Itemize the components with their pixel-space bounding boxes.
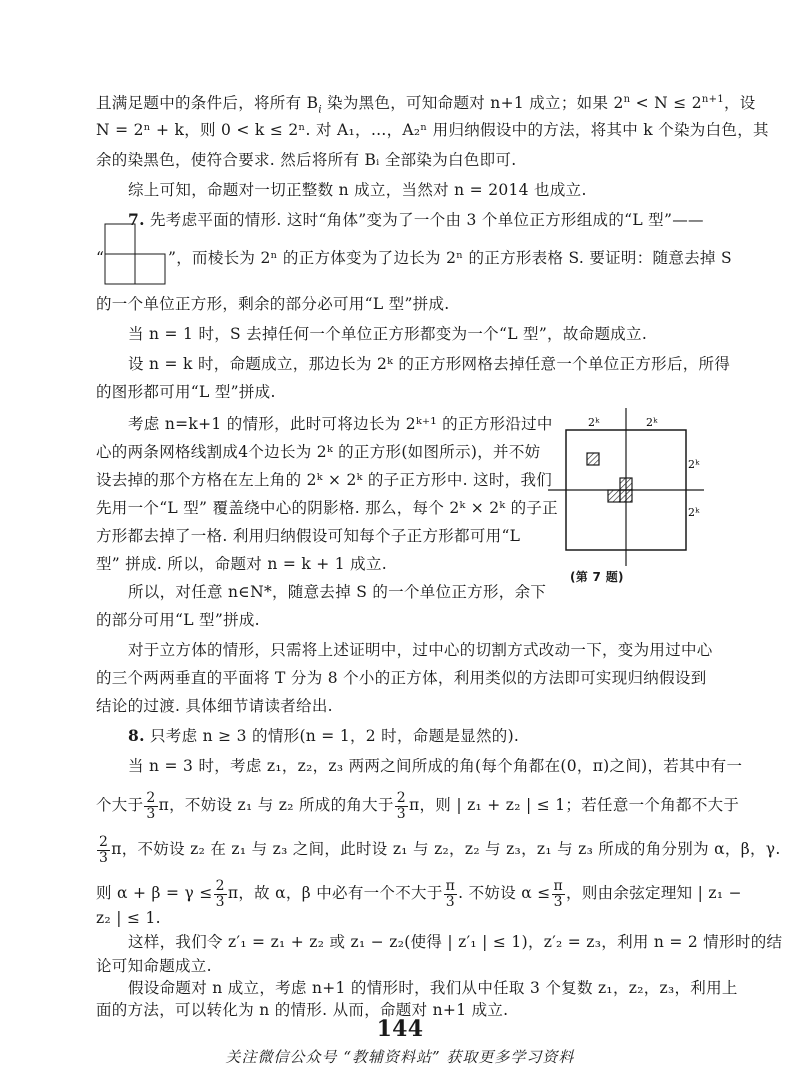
text-line: 面的方法，可以转化为 n 的情形. 从而，命题对 n+1 成立. [96,1001,509,1019]
text-line: 的图形都可用“L 型”拼成. [96,383,276,401]
text-line: z₂ | ≤ 1. [96,909,161,927]
text-line: 的一个单位正方形，剩余的部分必可用“L 型”拼成. [96,295,450,313]
problem-7-intro: 7. 先考虑平面的情形. 这时“角体”变为了一个由 3 个单位正方形组成的“L 型”—— [128,210,704,229]
center-cell [608,490,620,502]
text-line: ”，而棱长为 2ⁿ 的正方体变为了边长为 2ⁿ 的正方形表格 S. 要证明：随意去掉 S [168,249,732,267]
page-number: 144 [376,1016,424,1042]
center-cell [620,478,632,490]
watermark: 关注微信公众号 “教辅资料站” 获取更多学习资料 [225,1048,575,1066]
fraction: $\frac{2}{3}$ [146,789,156,822]
text-line: 考虑 n=k+1 的情形，此时可将边长为 2ᵏ⁺¹ 的正方形沿过中 [128,415,553,433]
text-line: 的部分可用“L 型”拼成. [96,611,260,629]
figure-7-grid [548,408,708,568]
text-line: 先用一个“L 型” 覆盖绕中心的阴影格. 那么，每个 2ᵏ × 2ᵏ 的子正 [96,499,558,517]
text-line: 论可知命题成立. [96,957,212,975]
fraction: $\frac{2}{3}$ [396,789,406,822]
text-line: 这样，我们令 z′₁ = z₁ + z₂ 或 z₁ − z₂(使得 | z′₁ | ≤ 1)，z′₂ = z₃，利用 n = 2 情形时的结 [128,933,783,951]
text-line: 个大于 $\frac{2}{3}$ π，不妨设 z₁ 与 z₂ 所成的角大于 $\frac{2}{3}$ π，则 | z₁ + z₂ | ≤ 1；若任意一个角都不大于 [96,789,740,822]
text-line: 所以，对任意 n∈N*，随意去掉 S 的一个单位正方形，余下 [128,583,547,601]
fraction: $\frac{\pi}{3}$ [445,877,456,910]
figure-label: 2ᵏ [646,416,658,429]
text-line: 且满足题中的条件后，将所有 $B_i$ 染为黑色，可知命题对 n+1 成立；如果 $2^n < N \le 2^{n+1}$，设 [96,94,756,116]
text-line: 当 n = 1 时，S 去掉任何一个单位正方形都变为一个“L 型”，故命题成立. [128,325,648,343]
text-line: 余的染黑色，使符合要求. 然后将所有 Bᵢ 全部染为白色即可. [96,151,517,169]
figure-caption: (第 7 题) [570,570,624,584]
text-line: 的三个两两垂直的平面将 T 分为 8 个小的正方体，利用类似的方法即可实现归纳假设到 [96,669,707,687]
problem-8-intro: 8. 只考虑 n ≥ 3 的情形(n = 1，2 时，命题是显然的). [128,726,520,745]
text-line: $\frac{2}{3}$ π，不妨设 z₂ 在 z₁ 与 z₃ 之间，此时设 z₁ 与 z₂，z₂ 与 z₃，z₁ 与 z₃ 所成的角分别为 α，β，γ. [99,833,781,866]
text-line: 心的两条网格线割成4个边长为 2ᵏ 的正方形(如图所示)，并不妨 [96,443,541,461]
figure-label: 2ᵏ [688,458,700,471]
fraction: $\frac{2}{3}$ [215,877,225,910]
text-line: 设去掉的那个方格在左上角的 2ᵏ × 2ᵏ 的子正方形中. 这时，我们 [96,471,553,489]
text-line: “ [96,249,105,267]
text-line: 结论的过渡. 具体细节请读者给出. [96,697,333,715]
text-line: 对于立方体的情形，只需将上述证明中，过中心的切割方式改动一下，变为用过中心 [128,641,713,659]
text-line: 假设命题对 n 成立，考虑 n+1 的情形时，我们从中任取 3 个复数 z₁，z₂，z₃，利用上 [128,979,738,997]
text-line: 方形都去掉了一格. 利用归纳假设可知每个子正方形都可用“L [96,527,521,545]
fraction: $\frac{2}{3}$ [99,833,109,866]
text-line: 型” 拼成. 所以，命题对 n = k + 1 成立. [96,555,388,573]
text-line: 综上可知，命题对一切正整数 n 成立，当然对 n = 2014 也成立. [128,181,587,199]
fraction: $\frac{\pi}{3}$ [553,877,564,910]
text-line: 设 n = k 时，命题成立，那边长为 2ᵏ 的正方形网格去掉任意一个单位正方形后，所得 [128,355,731,373]
l-shape-icon [104,223,168,287]
figure-label: 2ᵏ [688,506,700,519]
figure-label: 2ᵏ [588,416,600,429]
center-cell [620,490,632,502]
text-line: N = 2ⁿ + k，则 0 < k ≤ 2ⁿ. 对 A₁，…，A₂ⁿ 用归纳假设中的方法，将其中 k 个染为白色，其 [96,121,769,139]
text-line: 则 α + β = γ ≤ $\frac{2}{3}$ π，故 α，β 中必有一个不大于 $\frac{\pi}{3}$ . 不妨设 α ≤ $\frac{\pi}{3}$ ，则由余弦定理知 | z₁ − [96,877,742,910]
text-line: 当 n = 3 时，考虑 z₁，z₂，z₃ 两两之间所成的角(每个角都在(0，π)之间)，若其中有一 [128,757,743,775]
removed-cell [587,453,599,465]
